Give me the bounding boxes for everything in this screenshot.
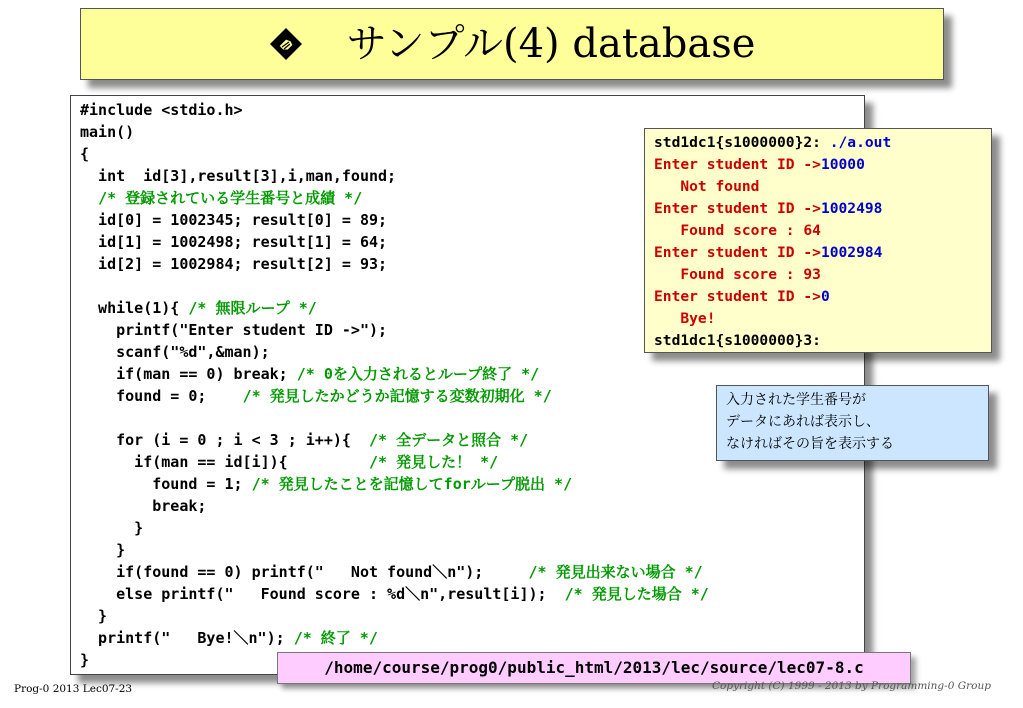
code-text: } [80,519,144,537]
code-text: break; [80,497,207,515]
code-line [80,341,709,363]
code-comment: /* 発見出来ない場合 */ [528,563,703,581]
code-text: if(found == 0) printf(" Not found＼n"); [80,563,529,581]
code-line [80,385,709,407]
output-text: Found score : 93 [654,266,821,283]
code-text: for (i = 0 ; i < 3 ; i++){ [80,431,369,449]
slide-footer-copyright: Copyright (C) 1999 - 2013 by Programming-0 Group [712,680,991,692]
source-path-label: /home/course/prog0/public_html/2013/lec/source/lec07-8.c [277,652,911,684]
code-line [80,561,709,583]
output-text: Bye! [654,310,716,327]
output-text: Found score : 64 [654,222,821,239]
code-line [80,583,709,605]
output-text: Not found [654,178,760,195]
code-line [80,297,709,319]
code-line [80,165,709,187]
program-output [654,132,891,352]
code-text: #include <stdio.h> [80,101,243,119]
code-comment: /* 0を入力されるとループ終了 */ [296,365,540,383]
explanation-note [716,385,989,461]
output-line [654,308,891,330]
output-text: 1002498 [820,200,883,217]
code-text: id[1] = 1002498; result[1] = 64; [80,233,388,251]
output-line [654,242,891,264]
code-line [80,363,709,385]
note-line: なければその旨を表示する [726,436,894,452]
source-code [80,99,709,671]
code-text [80,409,89,427]
code-text: if(man == 0) break; [80,365,297,383]
code-line [80,187,709,209]
note-line: 入力された学生番号が [726,392,866,408]
code-line [80,451,709,473]
code-text: { [80,145,90,163]
code-text [80,277,89,295]
code-line [80,231,709,253]
code-text: while(1){ [80,299,189,317]
output-text: std1dc1{s1000000}3: [654,332,821,349]
code-comment: /* 登録されている学生番号と成績 */ [98,189,363,207]
output-text: Enter student ID -> [654,288,821,305]
code-line [80,253,709,275]
output-line [654,220,891,242]
code-text: main() [80,123,135,141]
code-comment: /* 発見したかどうか記憶する変数初期化 */ [242,387,552,405]
code-line [80,319,709,341]
code-line [80,99,709,121]
code-text: int id[3],result[3],i,man,found; [80,167,397,185]
code-comment: /* 終了 */ [293,629,378,647]
slide-title-box [80,8,944,80]
code-text [80,189,98,207]
code-text: id[0] = 1002345; result[0] = 89; [80,211,388,229]
code-line [80,627,709,649]
code-line [80,495,709,517]
slide-footer-page: Prog-0 2013 Lec07-23 [14,683,133,695]
code-text: id[2] = 1002984; result[2] = 93; [80,255,388,273]
output-line [654,264,891,286]
code-line [80,209,709,231]
code-text: printf(" Bye!＼n"); [80,629,294,647]
output-text: Enter student ID -> [654,156,821,173]
code-comment: /* 発見した！ */ [368,453,499,471]
output-line [654,286,891,308]
output-line [654,132,891,154]
code-comment: /* 発見したことを記憶してforループ脱出 */ [251,475,573,493]
program-output-panel [644,128,992,353]
code-comment: /* 全データと照合 */ [368,431,529,449]
note-line: データにあれば表示し、 [726,414,880,430]
code-comment: /* 無限ループ */ [188,299,317,317]
code-line [80,275,709,297]
code-line [80,539,709,561]
code-line [80,429,709,451]
writing-hand-diamond-icon [269,27,303,61]
code-line [80,407,709,429]
code-text: } [80,541,126,559]
output-text: std1dc1{s1000000}2: [654,134,830,151]
code-line [80,143,709,165]
code-line [80,517,709,539]
output-text: Enter student ID -> [654,244,821,261]
code-comment: /* 発見した場合 */ [564,585,709,603]
code-text: found = 1; [80,475,252,493]
code-text: else printf(" Found score : %d＼n",result[i]); [80,585,565,603]
code-line [80,121,709,143]
code-text: if(man == id[i]){ [80,453,369,471]
output-line [654,330,891,352]
slide-title: サンプル(4) database [346,21,756,67]
code-text: found = 0; [80,387,243,405]
output-text: 1002984 [820,244,883,261]
output-text: ./a.out [829,134,892,151]
code-text: scanf("%d",&man); [80,343,270,361]
output-text: Enter student ID -> [654,200,821,217]
output-text: 10000 [820,156,865,173]
output-line [654,198,891,220]
code-line [80,473,709,495]
code-line [80,605,709,627]
code-text: } [80,651,90,669]
code-text: printf("Enter student ID ->"); [80,321,388,339]
code-text: } [80,607,108,625]
output-line [654,154,891,176]
output-line [654,176,891,198]
output-text: 0 [820,288,830,305]
